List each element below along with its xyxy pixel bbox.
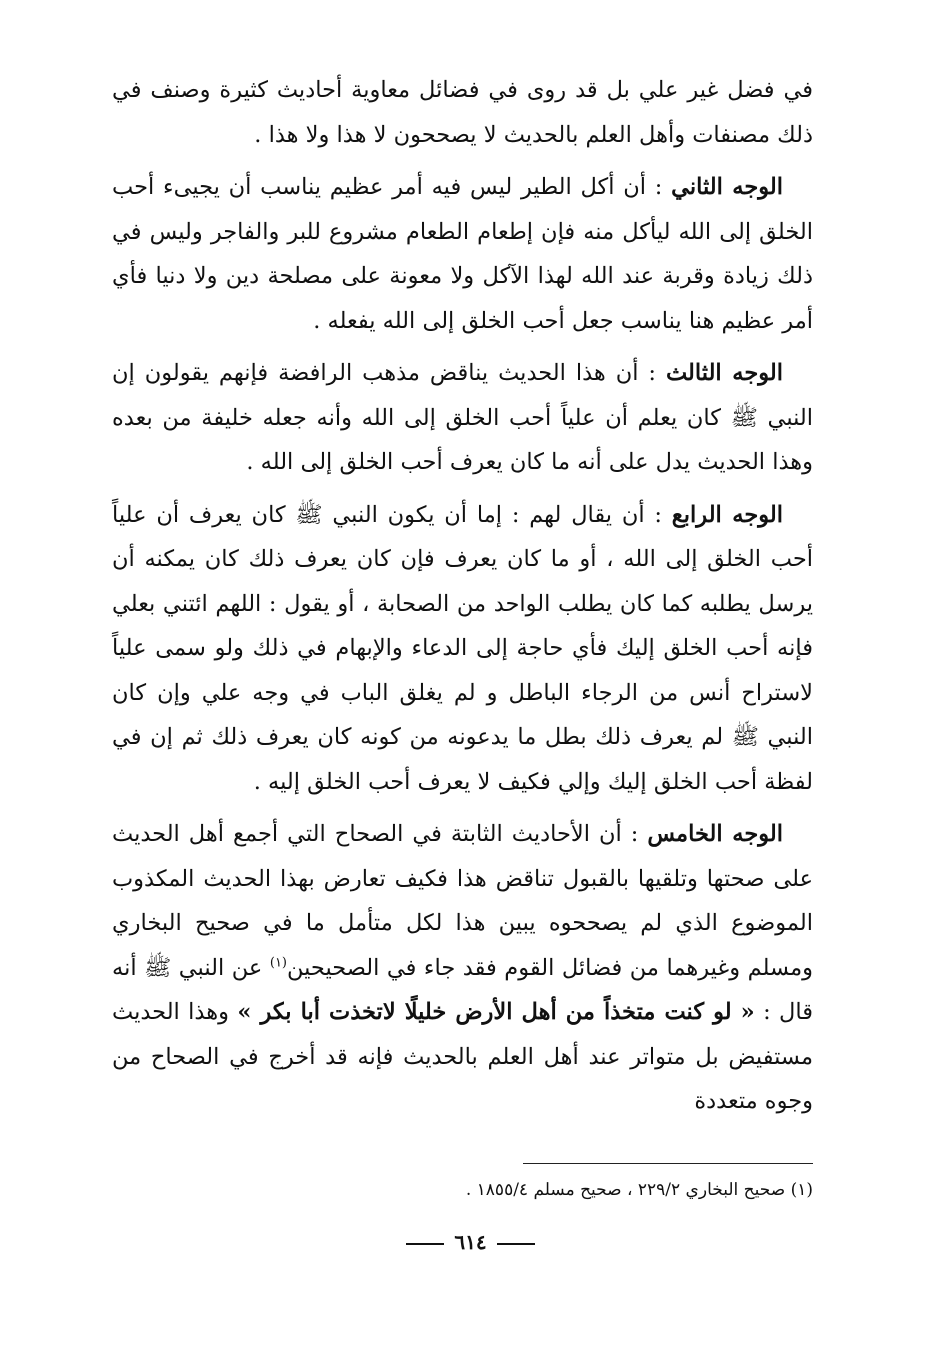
paragraph-text: : أن الأحاديث الثابتة في الصحاح التي أجمع أهل الحديث على صحتها وتلقيها بالقبول تناقض هذا فكيف تعارض بهذا الحديث المكذوب الموضوع الذي لم يصححوه يبين هذا لكل متأمل ما في صحيح البخاري ومسلم وغيرهما من فضائل القوم فقد جاء في الصحيحين [112,821,814,981]
paragraph-continuation [112,68,813,157]
footnote-divider [523,1163,813,1164]
dash-decoration [497,1243,535,1245]
paragraph-text: في فضل غير علي بل قد روى في فضائل معاوية أحاديث كثيرة وصنف في ذلك مصنفات وأهل العلم بالحديث لا يصححون لا هذا ولا هذا . [112,77,813,148]
main-text [112,68,813,1124]
paragraph-heading: الوجه الرابع [671,501,783,528]
paragraph-fourth-aspect [112,493,813,805]
paragraph-text: : أن أكل الطير ليس فيه أمر عظيم يناسب أن يجيىء أحب الخلق إلى الله ليأكل منه فإن إطعام الطعام مشروع للبر والفاجر وليس في ذلك زيادة وقربة عند الله لهذا الآكل ولا معونة على مصلحة دين ولا دنيا فأي أمر عظيم هنا يناسب جعل أحب الخلق إلى الله يفعله . [112,174,813,334]
paragraph-heading: الوجه الخامس [647,821,783,847]
page-number-block [0,1230,941,1254]
paragraph-text: عن النبي ﷺ أنه قال : [112,954,814,1025]
paragraph-text: وهذا الحديث مستفيض بل متواتر عند أهل العلم بالحديث فإنه قد أخرج في الصحاح من وجوه متعددة [112,999,813,1114]
paragraph-second-aspect [112,165,813,343]
footnote: (١) صحيح البخاري ٢٢٩/٢ ، صحيح مسلم ١٨٥٥/٤ . [465,1180,813,1200]
footnote-reference: (١) [269,955,287,970]
paragraph-third-aspect [112,351,813,485]
paragraph-text: : أن يقال لهم : إما أن يكون النبي ﷺ كان يعرف أن علياً أحب الخلق إلى الله ، أو ما كان يعرف فإن كان يعرف ذلك كان يمكنه أن يرسل يطلبه كما كان يطلب الواحد من الصحابة ، أو يقول : اللهم ائتني بعلي فإنه أحب الخلق إليك فأي حاجة إلى الدعاء والإبهام في ذلك ولو سمى علياً لاستراح أنس من الرجاء الباطل و لم يغلق الباب في وجه علي وإن كان النبي ﷺ لم يعرف ذلك بطل ما يدعونه من كونه كان يعرف ذلك ثم إن في لفظة أحب الخلق إليك وإلي فكيف لا يعرف أحب الخلق إليه . [112,501,813,795]
paragraph-fifth-aspect [112,812,813,1124]
page-number: ٦١٤ [454,1230,487,1254]
dash-decoration [406,1243,444,1245]
hadith-quote: « لو كنت متخذاً من أهل الأرض خليلًا لاتخذت أبا بكر » [237,999,755,1025]
paragraph-heading: الوجه الثاني [671,174,783,200]
paragraph-heading: الوجه الثالث [665,360,783,386]
paragraph-text: : أن هذا الحديث يناقض مذهب الرافضة فإنهم يقولون إن النبي ﷺ كان يعلم أن علياً أحب الخلق إلى الله وأنه جعله خليفة من بعده وهذا الحديث يدل على أنه ما كان يعرف أحب الخلق إلى الله . [112,360,813,475]
